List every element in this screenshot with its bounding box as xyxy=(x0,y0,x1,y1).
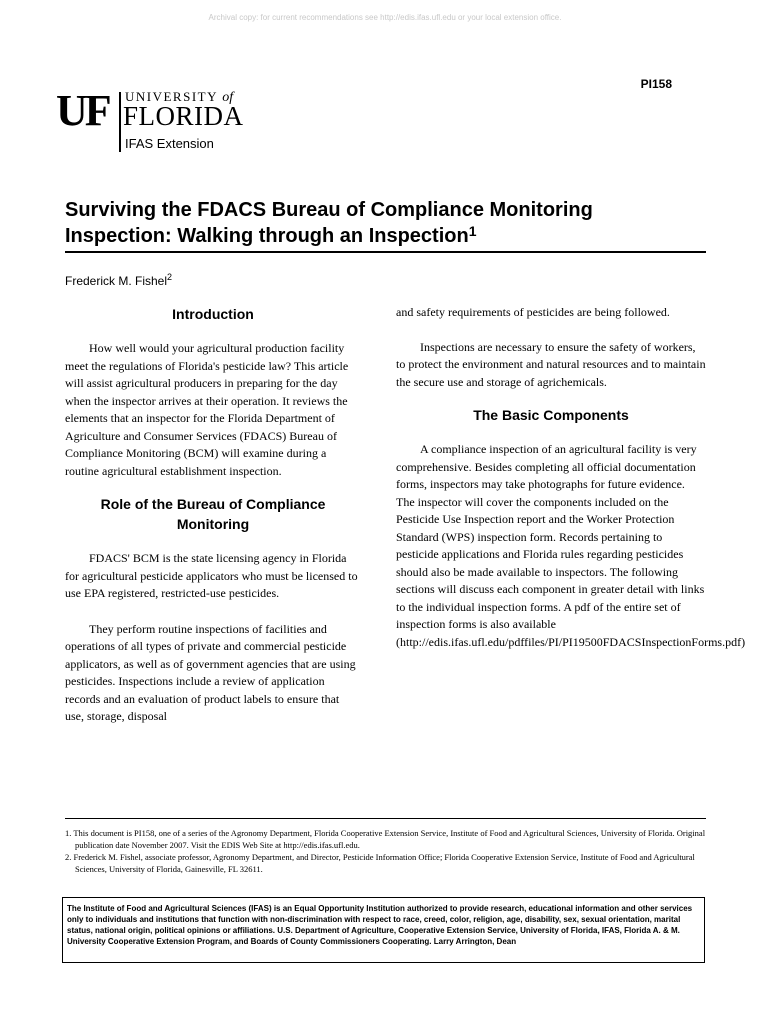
author-name: Frederick M. Fishel xyxy=(65,274,168,288)
right-column xyxy=(396,304,746,651)
left-column xyxy=(65,304,361,726)
continuation-paragraph: and safety requirements of pesticides are being followed. xyxy=(396,305,670,319)
necessity-paragraph: Inspections are necessary to ensure the safety of workers, to protect the environment and natural resources and to maintain the secure use and storage of agrichemicals. xyxy=(396,339,706,389)
role-heading: Role of the Bureau of Compliance Monitoring xyxy=(100,496,326,532)
introduction-paragraph: How well would your agricultural production facility meet the regulations of Florida's pesticide law? This article will assist agricultural producers in preparing for the day when the inspector arrives at their operation. It reviews the elements that an inspector for the Florida Department of Agriculture and Consumer Services (FDACS) Bureau of Compliance Monitoring (BCM) will examine during a routine agricultural establishment inspection. xyxy=(65,341,349,478)
footnote-1: 1. This document is PI158, one of a series of the Agronomy Department, Florida Cooperative Extension Service, Institute of Food and Agricultural Sciences, University of Florida. Original publication date November 2007. Visit the EDIS Web Site at http://edis.ifas.ufl.edu. xyxy=(65,828,706,850)
uf-ifas-logo xyxy=(56,86,286,155)
publication-id: PI158 xyxy=(640,77,672,91)
footnote-rule xyxy=(65,818,706,819)
logo-ifas-extension: IFAS Extension xyxy=(125,136,214,151)
logo-divider xyxy=(119,92,121,152)
logo-florida: FLORIDA xyxy=(123,101,244,131)
introduction-heading: Introduction xyxy=(172,306,254,322)
archival-notice: Archival copy: for current recommendations see http://edis.ifas.ufl.edu or your local extension office. xyxy=(208,13,562,22)
role-paragraph-1: FDACS' BCM is the state licensing agency in Florida for agricultural pesticide applicators who must be licensed to use EPA registered, restricted-use pesticides. xyxy=(65,551,358,600)
author-line xyxy=(65,274,172,288)
basic-components-paragraph: A compliance inspection of an agricultural facility is very comprehensive. Besides completing all official documentation forms, inspectors may take photographs for future evidence. The inspector will cover the components included on the Pesticide Use Inspection report and the Worker Protection Standard (WPS) inspection form. Records pertaining to pesticide applications and Florida rules regarding pesticides should also be made available to inspectors. The following sections will discuss each component in greater detail with links to the individual inspection forms. A pdf of the entire set of inspection forms is also available (http://edis.ifas.ufl.edu/pdffiles/PI/PI19500FDACSInspectionForms.pdf) xyxy=(396,442,746,649)
role-paragraph-2: They perform routine inspections of facilities and operations of all types of private and commercial pesticide applicators, as well as of government agencies that are using pesticides. Inspections include a review of application records and an evaluation of product labels to ensure that use, storage, disposal xyxy=(65,621,356,723)
author-footnote-marker[interactable]: 2 xyxy=(167,272,173,282)
logo-uf-mark: UF xyxy=(56,86,109,135)
footnotes xyxy=(65,827,706,875)
title-rule xyxy=(65,251,706,253)
logo-university-of: UNIVERSITY of xyxy=(125,89,234,105)
equal-opportunity-statement: The Institute of Food and Agricultural Sciences (IFAS) is an Equal Opportunity Institution authorized to provide research, educational information and other services only to individuals and institutions that function with non-discrimination with respect to race, creed, color, religion, age, disability, sex, sexual orientation, marital status, national origin, political opinions or affiliations. U.S. Department of Agriculture, Cooperative Extension Service, University of Florida, IFAS, Florida A. & M. University Cooperative Extension Program, and Boards of County Commissioners Cooperating. Larry Arrington, Dean xyxy=(62,897,705,963)
footnote-2: 2. Frederick M. Fishel, associate professor, Agronomy Department, and Director, Pesticide Information Office; Florida Cooperative Extension Service, Institute of Food and Agricultural Sciences, University of Florida, Gainesville, FL 32611. xyxy=(65,852,695,874)
title-footnote-marker[interactable]: 1 xyxy=(468,223,477,239)
basic-components-heading: The Basic Components xyxy=(473,407,629,423)
document-title: Surviving the FDACS Bureau of Compliance Monitoring Inspection: Walking through an Inspection$^1$ xyxy=(65,199,593,247)
